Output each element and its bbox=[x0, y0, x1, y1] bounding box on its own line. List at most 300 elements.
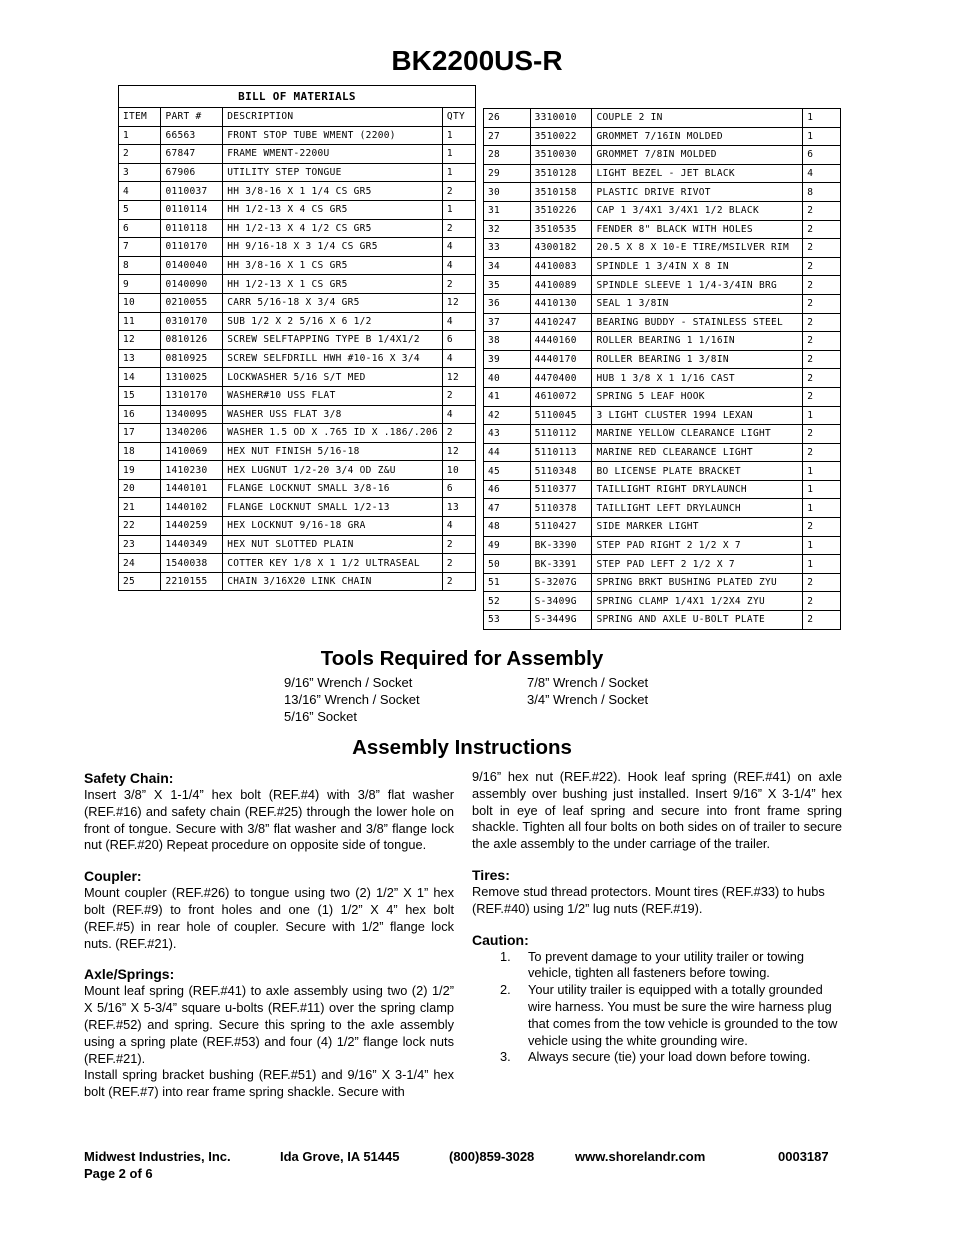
footer-doc-number: 0003187 bbox=[778, 1149, 829, 1164]
bom-row bbox=[119, 275, 476, 294]
bom-cell-item: 48 bbox=[484, 518, 531, 537]
bom-cell-part: S-3409G bbox=[530, 592, 592, 611]
bom-table-left bbox=[118, 85, 476, 591]
bom-cell-description: TAILLIGHT RIGHT DRYLAUNCH bbox=[592, 480, 803, 499]
bom-cell-description: SEAL 1 3/8IN bbox=[592, 294, 803, 313]
bom-cell-item: 40 bbox=[484, 369, 531, 388]
bom-cell-description: CAP 1 3/4X1 3/4X1 1/2 BLACK bbox=[592, 201, 803, 220]
bom-cell-item: 20 bbox=[119, 479, 161, 498]
bom-cell-part: 4300182 bbox=[530, 239, 592, 258]
bom-cell-item: 9 bbox=[119, 275, 161, 294]
bom-cell-qty: 10 bbox=[442, 461, 475, 480]
bom-cell-part: 0110118 bbox=[161, 219, 223, 238]
bom-cell-part: 67906 bbox=[161, 163, 223, 182]
bom-row bbox=[119, 145, 476, 164]
bom-row bbox=[484, 164, 841, 183]
bom-cell-item: 8 bbox=[119, 256, 161, 275]
bom-cell-item: 23 bbox=[119, 535, 161, 554]
bom-cell-description: LIGHT BEZEL - JET BLACK bbox=[592, 164, 803, 183]
bom-cell-qty: 8 bbox=[803, 183, 841, 202]
bom-cell-part: 0210055 bbox=[161, 293, 223, 312]
bom-cell-part: 4610072 bbox=[530, 387, 592, 406]
bom-cell-description: WASHER USS FLAT 3/8 bbox=[223, 405, 443, 424]
bom-cell-qty: 2 bbox=[803, 518, 841, 537]
bom-cell-part: 3310010 bbox=[530, 109, 592, 128]
bom-cell-part: 1410230 bbox=[161, 461, 223, 480]
bom-cell-part: 5110377 bbox=[530, 480, 592, 499]
bom-cell-qty: 2 bbox=[442, 535, 475, 554]
bom-cell-description: LOCKWASHER 5/16 S/T MED bbox=[223, 368, 443, 387]
bom-cell-item: 50 bbox=[484, 555, 531, 574]
bom-row bbox=[119, 442, 476, 461]
bom-row bbox=[484, 611, 841, 630]
bom-row bbox=[484, 127, 841, 146]
bom-cell-qty: 2 bbox=[442, 572, 475, 591]
bom-header-qty: QTY bbox=[442, 108, 475, 127]
axle-springs-continued: 9/16” hex nut (REF.#22). Hook leaf spring (REF.#41) on axle assembly over bushing just installed. Insert 9/16” X 3-1/4” hex bolt in eye of leaf spring and secure into front frame spring shackle. Tighten all four bolts on both sides on of trailer to secure the axle assembly to the under carriage of the trailer. bbox=[472, 769, 842, 852]
bom-cell-description: CHAIN 3/16X20 LINK CHAIN bbox=[223, 572, 443, 591]
bom-row bbox=[484, 425, 841, 444]
bom-row bbox=[119, 331, 476, 350]
bom-cell-item: 14 bbox=[119, 368, 161, 387]
bom-row bbox=[484, 201, 841, 220]
bom-cell-qty: 2 bbox=[803, 257, 841, 276]
bom-cell-item: 28 bbox=[484, 146, 531, 165]
bom-cell-description: FLANGE LOCKNUT SMALL 1/2-13 bbox=[223, 498, 443, 517]
bom-cell-qty: 1 bbox=[442, 126, 475, 145]
bom-cell-description: FRAME WMENT-2200U bbox=[223, 145, 443, 164]
bom-cell-part: 0810126 bbox=[161, 331, 223, 350]
caution-title: Caution: bbox=[472, 931, 529, 948]
bom-cell-qty: 1 bbox=[442, 200, 475, 219]
bom-cell-qty: 1 bbox=[803, 127, 841, 146]
bom-cell-description: SUB 1/2 X 2 5/16 X 6 1/2 bbox=[223, 312, 443, 331]
bom-row bbox=[119, 349, 476, 368]
bom-cell-item: 1 bbox=[119, 126, 161, 145]
bom-cell-qty: 4 bbox=[442, 349, 475, 368]
bom-row bbox=[119, 219, 476, 238]
bom-cell-item: 41 bbox=[484, 387, 531, 406]
bom-cell-qty: 13 bbox=[442, 498, 475, 517]
bom-cell-qty: 1 bbox=[803, 555, 841, 574]
bom-cell-item: 31 bbox=[484, 201, 531, 220]
bom-cell-description: HEX LUGNUT 1/2-20 3/4 OD Z&U bbox=[223, 461, 443, 480]
bom-cell-description: HEX LOCKNUT 9/16-18 GRA bbox=[223, 517, 443, 536]
footer-city: Ida Grove, IA 51445 bbox=[280, 1149, 400, 1164]
caution-item: 3. Always secure (tie) your load down before towing. bbox=[500, 1049, 811, 1065]
bom-cell-item: 22 bbox=[119, 517, 161, 536]
bom-cell-qty: 2 bbox=[442, 386, 475, 405]
bom-cell-qty: 2 bbox=[442, 182, 475, 201]
bom-row bbox=[119, 293, 476, 312]
bom-cell-qty: 1 bbox=[442, 163, 475, 182]
caution-list bbox=[472, 949, 842, 1067]
instructions-column-right bbox=[472, 769, 842, 1066]
bom-cell-description: SPINDLE 1 3/4IN X 8 IN bbox=[592, 257, 803, 276]
bom-cell-qty: 2 bbox=[803, 313, 841, 332]
tool-item: 5/16” Socket bbox=[284, 709, 357, 724]
bom-row bbox=[119, 535, 476, 554]
bom-cell-item: 25 bbox=[119, 572, 161, 591]
bom-row bbox=[119, 163, 476, 182]
bom-row bbox=[484, 369, 841, 388]
bom-cell-description: ROLLER BEARING 1 1/16IN bbox=[592, 332, 803, 351]
bom-cell-description: SPRING CLAMP 1/4X1 1/2X4 ZYU bbox=[592, 592, 803, 611]
bom-cell-item: 2 bbox=[119, 145, 161, 164]
bom-row bbox=[484, 406, 841, 425]
bom-cell-part: 3510030 bbox=[530, 146, 592, 165]
bom-cell-qty: 2 bbox=[803, 276, 841, 295]
bom-cell-description: COUPLE 2 IN bbox=[592, 109, 803, 128]
bom-row bbox=[119, 461, 476, 480]
bom-cell-description: TAILLIGHT LEFT DRYLAUNCH bbox=[592, 499, 803, 518]
bom-cell-description: UTILITY STEP TONGUE bbox=[223, 163, 443, 182]
bom-cell-item: 46 bbox=[484, 480, 531, 499]
bom-cell-item: 29 bbox=[484, 164, 531, 183]
bom-cell-description: ROLLER BEARING 1 3/8IN bbox=[592, 350, 803, 369]
bom-cell-qty: 1 bbox=[803, 462, 841, 481]
bom-row bbox=[484, 499, 841, 518]
bom-cell-qty: 1 bbox=[803, 406, 841, 425]
bom-cell-qty: 2 bbox=[803, 369, 841, 388]
tools-heading: Tools Required for Assembly bbox=[320, 647, 604, 670]
bom-cell-item: 33 bbox=[484, 239, 531, 258]
bom-cell-description: FRONT STOP TUBE WMENT (2200) bbox=[223, 126, 443, 145]
bom-cell-item: 21 bbox=[119, 498, 161, 517]
bom-cell-item: 51 bbox=[484, 573, 531, 592]
tools-list-right bbox=[527, 674, 648, 708]
bom-cell-part: 4410247 bbox=[530, 313, 592, 332]
assembly-heading: Assembly Instructions bbox=[352, 736, 572, 759]
bom-cell-item: 42 bbox=[484, 406, 531, 425]
footer-phone: (800)859-3028 bbox=[449, 1149, 535, 1164]
bom-row bbox=[484, 313, 841, 332]
bom-row bbox=[484, 276, 841, 295]
bom-cell-qty: 2 bbox=[803, 573, 841, 592]
instructions-column-left bbox=[84, 769, 454, 1101]
bom-cell-description: SPRING BRKT BUSHING PLATED ZYU bbox=[592, 573, 803, 592]
bom-cell-description: WASHER#10 USS FLAT bbox=[223, 386, 443, 405]
bom-cell-item: 13 bbox=[119, 349, 161, 368]
bom-cell-item: 16 bbox=[119, 405, 161, 424]
bom-row bbox=[119, 554, 476, 573]
bom-cell-description: 3 LIGHT CLUSTER 1994 LEXAN bbox=[592, 406, 803, 425]
bom-cell-qty: 4 bbox=[442, 312, 475, 331]
bom-row bbox=[119, 200, 476, 219]
bom-row bbox=[119, 405, 476, 424]
tool-item: 13/16” Wrench / Socket bbox=[284, 692, 420, 707]
bom-cell-qty: 1 bbox=[442, 145, 475, 164]
bom-cell-part: 4410083 bbox=[530, 257, 592, 276]
caution-item: 1. To prevent damage to your utility trailer or towing vehicle, tighten all fasteners before towing. bbox=[500, 948, 804, 981]
bom-cell-part: 0110170 bbox=[161, 238, 223, 257]
tires-text: Remove stud thread protectors. Mount tires (REF.#33) to hubs (REF.#40) using 1/2” lug nuts (REF.#19). bbox=[472, 883, 825, 916]
bom-cell-item: 43 bbox=[484, 425, 531, 444]
bom-row bbox=[484, 146, 841, 165]
bom-cell-part: 4410089 bbox=[530, 276, 592, 295]
bom-cell-item: 34 bbox=[484, 257, 531, 276]
bom-header-item: ITEM bbox=[119, 108, 161, 127]
bom-cell-item: 45 bbox=[484, 462, 531, 481]
bom-cell-description: HUB 1 3/8 X 1 1/16 CAST bbox=[592, 369, 803, 388]
bom-cell-qty: 2 bbox=[803, 201, 841, 220]
bom-cell-part: S-3207G bbox=[530, 573, 592, 592]
bom-row bbox=[484, 592, 841, 611]
tool-item: 3/4” Wrench / Socket bbox=[527, 692, 649, 707]
bom-cell-description: HH 3/8-16 X 1 CS GR5 bbox=[223, 256, 443, 275]
bom-cell-description: HH 1/2-13 X 4 1/2 CS GR5 bbox=[223, 219, 443, 238]
bom-cell-part: 1410069 bbox=[161, 442, 223, 461]
bom-cell-part: 3510535 bbox=[530, 220, 592, 239]
bom-row bbox=[484, 573, 841, 592]
bom-cell-item: 7 bbox=[119, 238, 161, 257]
bom-cell-part: 1340095 bbox=[161, 405, 223, 424]
bom-cell-description: FENDER 8" BLACK WITH HOLES bbox=[592, 220, 803, 239]
bom-cell-item: 4 bbox=[119, 182, 161, 201]
tools-list-left bbox=[284, 674, 420, 725]
bom-cell-qty: 12 bbox=[442, 442, 475, 461]
bom-cell-part: 5110045 bbox=[530, 406, 592, 425]
bom-cell-part: 5110113 bbox=[530, 443, 592, 462]
bom-row bbox=[119, 126, 476, 145]
bom-cell-qty: 6 bbox=[442, 479, 475, 498]
bom-cell-qty: 2 bbox=[803, 387, 841, 406]
axle-springs-text-1: Mount leaf spring (REF.#41) to axle assembly using two (2) 1/2” X 5/16” X 5-3/4” square u-bolts (REF.#11) over the spring clamp (REF.#52) and spring. Secure this spring to the axle assembly using a spring plate (REF.#53) and four (4) 1/2” flange lock nuts (REF.#21). bbox=[84, 983, 454, 1066]
bom-cell-qty: 1 bbox=[803, 480, 841, 499]
bom-cell-part: 4440160 bbox=[530, 332, 592, 351]
bom-cell-description: SCREW SELFDRILL HWH #10-16 X 3/4 bbox=[223, 349, 443, 368]
bom-cell-item: 11 bbox=[119, 312, 161, 331]
bom-cell-item: 10 bbox=[119, 293, 161, 312]
bom-cell-part: 1310025 bbox=[161, 368, 223, 387]
bom-cell-qty: 2 bbox=[803, 239, 841, 258]
bom-cell-part: 5110427 bbox=[530, 518, 592, 537]
bom-cell-part: 3510128 bbox=[530, 164, 592, 183]
bom-cell-description: STEP PAD LEFT 2 1/2 X 7 bbox=[592, 555, 803, 574]
bom-cell-description: SIDE MARKER LIGHT bbox=[592, 518, 803, 537]
bom-cell-description: HH 3/8-16 X 1 1/4 CS GR5 bbox=[223, 182, 443, 201]
bom-cell-description: SPRING 5 LEAF HOOK bbox=[592, 387, 803, 406]
bom-cell-qty: 1 bbox=[803, 536, 841, 555]
bom-cell-description: PLASTIC DRIVE RIVOT bbox=[592, 183, 803, 202]
tool-item: 9/16” Wrench / Socket bbox=[284, 675, 413, 690]
bom-cell-description: HH 9/16-18 X 3 1/4 CS GR5 bbox=[223, 238, 443, 257]
bom-cell-description: HEX NUT SLOTTED PLAIN bbox=[223, 535, 443, 554]
bom-row bbox=[484, 555, 841, 574]
bom-cell-item: 32 bbox=[484, 220, 531, 239]
bom-cell-item: 15 bbox=[119, 386, 161, 405]
bom-cell-part: 4440170 bbox=[530, 350, 592, 369]
bom-cell-description: HEX NUT FINISH 5/16-18 bbox=[223, 442, 443, 461]
bom-cell-qty: 2 bbox=[803, 332, 841, 351]
bom-cell-description: 20.5 X 8 X 10-E TIRE/MSILVER RIM bbox=[592, 239, 803, 258]
bom-row bbox=[119, 479, 476, 498]
axle-springs-title: Axle/Springs: bbox=[84, 966, 175, 983]
bom-cell-item: 17 bbox=[119, 424, 161, 443]
bom-row bbox=[119, 517, 476, 536]
bom-cell-qty: 2 bbox=[803, 425, 841, 444]
bom-cell-item: 36 bbox=[484, 294, 531, 313]
bom-cell-item: 27 bbox=[484, 127, 531, 146]
bom-cell-qty: 6 bbox=[803, 146, 841, 165]
bom-cell-description: MARINE YELLOW CLEARANCE LIGHT bbox=[592, 425, 803, 444]
bom-row bbox=[119, 256, 476, 275]
bom-cell-part: 0110037 bbox=[161, 182, 223, 201]
bom-cell-qty: 1 bbox=[803, 499, 841, 518]
bom-cell-item: 38 bbox=[484, 332, 531, 351]
bom-cell-qty: 4 bbox=[803, 164, 841, 183]
bom-cell-description: HH 1/2-13 X 4 CS GR5 bbox=[223, 200, 443, 219]
bom-row bbox=[484, 462, 841, 481]
bom-cell-part: BK-3390 bbox=[530, 536, 592, 555]
bom-cell-part: 3510158 bbox=[530, 183, 592, 202]
footer-company: Midwest Industries, Inc. bbox=[84, 1149, 231, 1164]
bom-cell-item: 44 bbox=[484, 443, 531, 462]
bom-cell-qty: 2 bbox=[442, 554, 475, 573]
bom-row bbox=[484, 257, 841, 276]
bom-cell-part: 1310170 bbox=[161, 386, 223, 405]
bom-cell-description: COTTER KEY 1/8 X 1 1/2 ULTRASEAL bbox=[223, 554, 443, 573]
bom-cell-qty: 2 bbox=[803, 294, 841, 313]
bom-cell-qty: 4 bbox=[442, 517, 475, 536]
bom-cell-qty: 2 bbox=[803, 443, 841, 462]
bom-row bbox=[484, 536, 841, 555]
bom-cell-qty: 2 bbox=[442, 219, 475, 238]
bom-cell-item: 39 bbox=[484, 350, 531, 369]
bom-cell-item: 26 bbox=[484, 109, 531, 128]
bom-row bbox=[119, 238, 476, 257]
bom-cell-part: 4470400 bbox=[530, 369, 592, 388]
bom-cell-description: FLANGE LOCKNUT SMALL 3/8-16 bbox=[223, 479, 443, 498]
bom-cell-item: 18 bbox=[119, 442, 161, 461]
bom-header-description: DESCRIPTION bbox=[223, 108, 443, 127]
bom-header-row bbox=[119, 108, 476, 127]
bom-row bbox=[484, 350, 841, 369]
bom-cell-qty: 1 bbox=[803, 109, 841, 128]
safety-chain-text: Insert 3/8” X 1-1/4” hex bolt (REF.#4) with 3/8” flat washer (REF.#16) and safety chain (REF.#25) through the lower hole on front of tongue. Secure with 3/8” flat washer and 3/8” flange lock nut (REF.#20) Repeat procedure on opposite side of tongue. bbox=[84, 787, 454, 853]
bom-row bbox=[484, 220, 841, 239]
bom-cell-qty: 4 bbox=[442, 238, 475, 257]
tires-title: Tires: bbox=[472, 866, 510, 883]
bom-cell-qty: 4 bbox=[442, 405, 475, 424]
bom-cell-part: S-3449G bbox=[530, 611, 592, 630]
bom-cell-qty: 2 bbox=[442, 275, 475, 294]
bom-row bbox=[119, 498, 476, 517]
bom-row bbox=[484, 332, 841, 351]
bom-row bbox=[119, 312, 476, 331]
bom-row bbox=[484, 443, 841, 462]
bom-cell-item: 12 bbox=[119, 331, 161, 350]
document-title: BK2200US-R bbox=[391, 45, 563, 76]
bom-row bbox=[484, 294, 841, 313]
bom-row bbox=[119, 424, 476, 443]
bom-cell-qty: 2 bbox=[803, 611, 841, 630]
bom-cell-part: 0140040 bbox=[161, 256, 223, 275]
bom-cell-item: 3 bbox=[119, 163, 161, 182]
bom-row bbox=[119, 182, 476, 201]
bom-cell-part: BK-3391 bbox=[530, 555, 592, 574]
bom-cell-description: GROMMET 7/16IN MOLDED bbox=[592, 127, 803, 146]
safety-chain-title: Safety Chain: bbox=[84, 770, 174, 786]
bom-caption: BILL OF MATERIALS bbox=[119, 86, 476, 108]
bom-cell-item: 37 bbox=[484, 313, 531, 332]
tool-item: 7/8” Wrench / Socket bbox=[527, 675, 649, 690]
bom-cell-item: 47 bbox=[484, 499, 531, 518]
bom-cell-item: 49 bbox=[484, 536, 531, 555]
bom-cell-part: 3510022 bbox=[530, 127, 592, 146]
bom-cell-description: MARINE RED CLEARANCE LIGHT bbox=[592, 443, 803, 462]
bom-cell-qty: 2 bbox=[803, 220, 841, 239]
footer-website: www.shorelandr.com bbox=[575, 1149, 706, 1164]
bom-row bbox=[119, 386, 476, 405]
bom-row bbox=[484, 518, 841, 537]
bom-cell-part: 1440349 bbox=[161, 535, 223, 554]
bom-cell-description: CARR 5/16-18 X 3/4 GR5 bbox=[223, 293, 443, 312]
bom-cell-description: HH 1/2-13 X 1 CS GR5 bbox=[223, 275, 443, 294]
bom-cell-description: WASHER 1.5 OD X .765 ID X .186/.206 bbox=[223, 424, 443, 443]
footer-page-number: Page 2 of 6 bbox=[84, 1166, 153, 1181]
bom-cell-qty: 12 bbox=[442, 293, 475, 312]
bom-cell-part: 2210155 bbox=[161, 572, 223, 591]
bom-cell-part: 3510226 bbox=[530, 201, 592, 220]
caution-item: 2. Your utility trailer is equipped with a totally grounded wire harness. You must be sure the wire harness plug that comes from the tow vehicle is grounded to the tow vehicle using the white grounding wire. bbox=[500, 982, 838, 1048]
bom-cell-part: 66563 bbox=[161, 126, 223, 145]
bom-cell-item: 19 bbox=[119, 461, 161, 480]
coupler-title: Coupler: bbox=[84, 868, 142, 885]
axle-springs-text-2: Install spring bracket bushing (REF.#51) and 9/16” X 3-1/4” hex bolt (REF.#7) into rear frame spring shackle. Secure with bbox=[84, 1067, 454, 1100]
bom-cell-part: 0810925 bbox=[161, 349, 223, 368]
bom-cell-item: 24 bbox=[119, 554, 161, 573]
bom-cell-description: BEARING BUDDY - STAINLESS STEEL bbox=[592, 313, 803, 332]
bom-row bbox=[484, 109, 841, 128]
bom-cell-description: SCREW SELFTAPPING TYPE B 1/4X1/2 bbox=[223, 331, 443, 350]
bom-cell-item: 30 bbox=[484, 183, 531, 202]
bom-cell-part: 67847 bbox=[161, 145, 223, 164]
bom-row bbox=[484, 239, 841, 258]
bom-cell-qty: 2 bbox=[803, 592, 841, 611]
bom-cell-part: 1440102 bbox=[161, 498, 223, 517]
bom-table-right bbox=[483, 108, 841, 630]
bom-cell-item: 6 bbox=[119, 219, 161, 238]
bom-cell-item: 53 bbox=[484, 611, 531, 630]
bom-cell-item: 35 bbox=[484, 276, 531, 295]
bom-cell-qty: 4 bbox=[442, 256, 475, 275]
bom-cell-part: 5110378 bbox=[530, 499, 592, 518]
bom-cell-item: 5 bbox=[119, 200, 161, 219]
bom-cell-part: 5110112 bbox=[530, 425, 592, 444]
bom-cell-description: STEP PAD RIGHT 2 1/2 X 7 bbox=[592, 536, 803, 555]
bom-cell-part: 1540038 bbox=[161, 554, 223, 573]
bom-row bbox=[119, 368, 476, 387]
bom-cell-description: SPINDLE SLEEVE 1 1/4-3/4IN BRG bbox=[592, 276, 803, 295]
bom-row bbox=[119, 572, 476, 591]
bom-cell-qty: 6 bbox=[442, 331, 475, 350]
bom-row bbox=[484, 480, 841, 499]
bom-cell-description: SPRING AND AXLE U-BOLT PLATE bbox=[592, 611, 803, 630]
bom-cell-part: 5110348 bbox=[530, 462, 592, 481]
bom-cell-qty: 12 bbox=[442, 368, 475, 387]
bom-cell-part: 1440259 bbox=[161, 517, 223, 536]
bom-cell-item: 52 bbox=[484, 592, 531, 611]
bom-cell-qty: 2 bbox=[442, 424, 475, 443]
bom-cell-part: 0110114 bbox=[161, 200, 223, 219]
bom-cell-description: GROMMET 7/8IN MOLDED bbox=[592, 146, 803, 165]
bom-cell-part: 0310170 bbox=[161, 312, 223, 331]
coupler-text: Mount coupler (REF.#26) to tongue using two (2) 1/2” X 1” hex bolt (REF.#9) to front holes and one (1) 1/2” X 4” hex bolt (REF.#5) in rear hole of coupler. Secure with 1/2” flange lock nuts. (REF.#21). bbox=[84, 885, 454, 951]
bom-row bbox=[484, 387, 841, 406]
bom-row bbox=[484, 183, 841, 202]
bom-cell-part: 1440101 bbox=[161, 479, 223, 498]
